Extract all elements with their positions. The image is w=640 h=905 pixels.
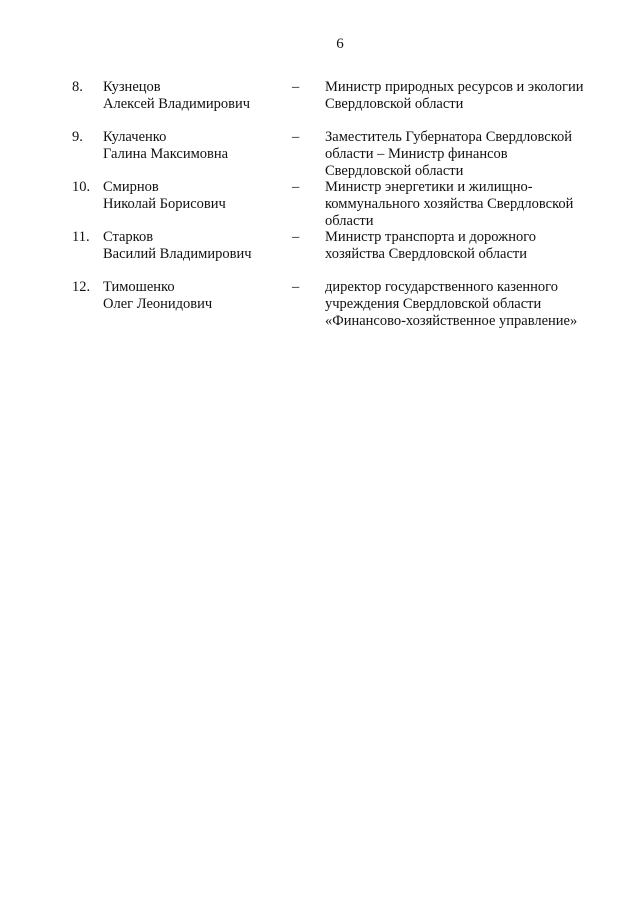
member-position [325, 179, 600, 230]
member-position [325, 229, 600, 263]
member-dash: – [292, 279, 300, 295]
member-row [0, 279, 640, 329]
member-position-line: Министр энергетики и жилищно- [325, 179, 533, 195]
member-position-line: учреждения Свердловской области [325, 296, 542, 312]
member-surname: Старков [103, 229, 154, 245]
member-given-name: Василий Владимирович [103, 246, 252, 262]
member-given-name: Галина Максимовна [103, 146, 229, 162]
member-given-name: Олег Леонидович [103, 296, 213, 312]
member-position [325, 79, 600, 113]
member-position [325, 129, 600, 180]
member-surname: Смирнов [103, 179, 159, 195]
member-name [103, 79, 283, 113]
member-number: 12. [72, 279, 91, 295]
member-position [325, 279, 600, 330]
member-surname: Кулаченко [103, 129, 167, 145]
member-dash: – [292, 129, 300, 145]
page-number: 6 [336, 36, 344, 52]
member-position-line: директор государственного казенного [325, 279, 559, 295]
member-dash: – [292, 179, 300, 195]
member-name [103, 179, 283, 213]
members-list [0, 79, 640, 329]
member-surname: Кузнецов [103, 79, 161, 95]
member-row [0, 229, 640, 263]
member-position-line: Заместитель Губернатора Свердловской [325, 129, 573, 145]
member-number: 11. [72, 229, 90, 245]
member-row [0, 129, 640, 179]
member-dash: – [292, 229, 300, 245]
member-surname: Тимошенко [103, 279, 175, 295]
member-position-line: Свердловской области [325, 163, 464, 179]
member-position-line: Свердловской области [325, 96, 464, 112]
member-position-line: области – Министр финансов [325, 146, 508, 162]
member-name [103, 129, 283, 163]
member-number: 8. [72, 79, 83, 95]
member-number: 10. [72, 179, 91, 195]
member-given-name: Николай Борисович [103, 196, 226, 212]
member-row [0, 179, 640, 229]
member-name [103, 229, 283, 263]
member-number: 9. [72, 129, 83, 145]
member-position-line: области [325, 213, 374, 229]
member-given-name: Алексей Владимирович [103, 96, 251, 112]
member-dash: – [292, 79, 300, 95]
member-name [103, 279, 283, 313]
member-position-line: Министр транспорта и дорожного [325, 229, 537, 245]
member-position-line: Министр природных ресурсов и экологии [325, 79, 584, 95]
member-position-line: хозяйства Свердловской области [325, 246, 527, 262]
member-position-line: коммунального хозяйства Свердловской [325, 196, 574, 212]
member-position-line: «Финансово-хозяйственное управление» [325, 313, 578, 329]
member-row [0, 79, 640, 113]
